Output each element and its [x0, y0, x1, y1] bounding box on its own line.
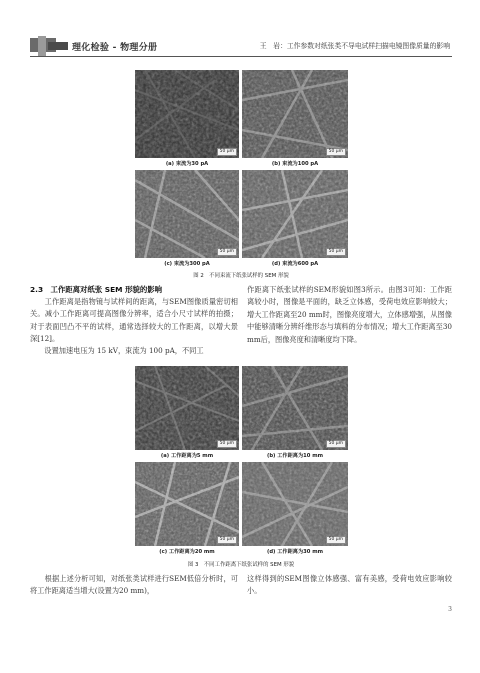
scale-bar-label: 50 μm — [217, 248, 237, 256]
sem-image-fig2-b — [242, 70, 348, 158]
fig2-panel-d-caption: (d) 束流为600 pA — [271, 261, 319, 267]
paragraph-left-2: 设置加速电压为 15 kV，束流为 100 pA，不同工 — [30, 346, 204, 355]
fig3-panel-c-caption: (c) 工作距离为20 mm — [159, 549, 215, 555]
conclusion-right: 这样得到的SEM图像立体感强、富有美感，受荷电效应影响较小。 — [247, 574, 452, 596]
scale-bar-label: 50 μm — [217, 440, 237, 448]
paragraph-right: 作距离下纸张试样的SEM形貌如图3所示。由图3可知：工作距离较小时，图像是平面的，缺乏立体感，受荷电效应影响较大；增大工作距离至20 mm时，图像亮度增大，立体感增强，从图像中能够清晰分辨纤维形态与填料的分布情况；增大工作距离至30 mm后，图像亮度和清晰度均下降。 — [247, 285, 452, 344]
sem-image-fig3-c — [135, 462, 239, 546]
fig2-panel-a-caption: (a) 束流为30 pA — [165, 161, 209, 167]
scale-bar-label: 50 μm — [217, 536, 237, 544]
journal-logo-icon — [30, 36, 76, 56]
paragraph-left-1: 工作距离是指物镜与试样间的距离，与SEM图像质量密切相关。减小工作距离可提高图像分辨率，适合小尺寸试样的拍摄；对于表面凹凸不平的试样，通常选择较大的工作距离，以增大景深[12]。 — [30, 297, 238, 344]
journal-name: 理化检验 - 物理分册 — [72, 43, 158, 53]
fig3-panel-d-caption: (d) 工作距离为30 mm — [266, 549, 324, 555]
sem-image-fig3-b — [242, 366, 348, 450]
figure-2-caption: 图 2 不同束流下纸张试样的 SEM 形貌 — [193, 273, 289, 279]
conclusion-left: 根据上述分析可知，对纸张类试样进行SEM低倍分析时，可将工作距离适当增大(设置为20 mm)， — [30, 574, 238, 596]
scale-bar-label: 50 μm — [326, 536, 346, 544]
sem-image-fig3-a — [135, 366, 239, 450]
fig3-panel-b-caption: (b) 工作距离为10 mm — [266, 453, 324, 459]
scale-bar-label: 50 μm — [326, 148, 346, 156]
sem-image-fig2-d — [242, 170, 348, 258]
sem-image-fig3-d — [242, 462, 348, 546]
running-title: 王 岩：工作参数对纸张类不导电试样扫描电镜图像质量的影响 — [259, 42, 450, 50]
scale-bar-label: 50 μm — [326, 440, 346, 448]
scale-bar-label: 50 μm — [217, 148, 237, 156]
fig3-panel-a-caption: (a) 工作距离为5 mm — [160, 453, 214, 459]
sem-image-fig2-a — [135, 70, 239, 158]
fig2-panel-c-caption: (c) 束流为300 pA — [164, 261, 210, 267]
figure-3-caption: 图 3 不同工作距离下纸张试样的 SEM 形貌 — [187, 562, 295, 568]
section-heading: 2.3 工作距离对纸张 SEM 形貌的影响 — [30, 285, 163, 294]
header-rule — [30, 56, 452, 57]
fig2-panel-b-caption: (b) 束流为100 pA — [271, 161, 319, 167]
sem-image-fig2-c — [135, 170, 239, 258]
page-number: 3 — [448, 606, 452, 613]
scale-bar-label: 50 μm — [326, 248, 346, 256]
